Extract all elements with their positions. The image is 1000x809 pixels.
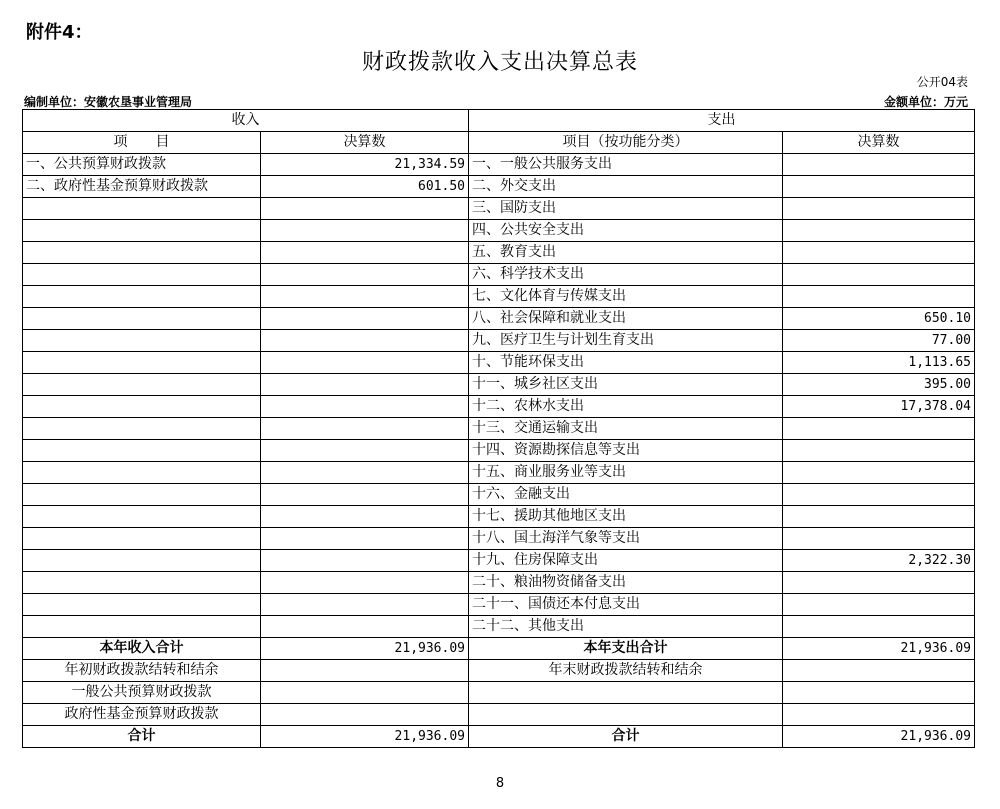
expense-amount xyxy=(783,616,975,638)
income-item-header: 项 目 xyxy=(23,132,261,154)
expense-total-value: 21,936.09 xyxy=(783,638,975,660)
income-item xyxy=(23,352,261,374)
income-item xyxy=(23,418,261,440)
income-item xyxy=(23,440,261,462)
expense-amount xyxy=(783,286,975,308)
expense-item: 十二、农林水支出 xyxy=(469,396,783,418)
income-item xyxy=(23,308,261,330)
year-total-row xyxy=(23,638,975,660)
income-item xyxy=(23,220,261,242)
balance-row xyxy=(23,660,975,682)
income-amount xyxy=(261,594,469,616)
expense-item: 十六、金融支出 xyxy=(469,484,783,506)
expense-amount: 1,113.65 xyxy=(783,352,975,374)
income-item xyxy=(23,286,261,308)
income-item: 二、政府性基金预算财政拨款 xyxy=(23,176,261,198)
income-amount xyxy=(261,616,469,638)
income-amount xyxy=(261,264,469,286)
income-amount xyxy=(261,374,469,396)
expense-amount xyxy=(783,418,975,440)
expense-amount xyxy=(783,484,975,506)
income-total-value: 21,936.09 xyxy=(261,638,469,660)
expense-item: 十七、援助其他地区支出 xyxy=(469,506,783,528)
income-item xyxy=(23,484,261,506)
page-number: 8 xyxy=(495,776,505,791)
column-header-row xyxy=(23,132,975,154)
expense-item: 二十一、国债还本付息支出 xyxy=(469,594,783,616)
income-item xyxy=(23,242,261,264)
form-number: 公开04表 xyxy=(916,75,968,89)
expense-amount xyxy=(783,462,975,484)
income-amount xyxy=(261,484,469,506)
table-row xyxy=(23,352,975,374)
table-row xyxy=(23,440,975,462)
income-item xyxy=(23,506,261,528)
income-item xyxy=(23,264,261,286)
income-amount xyxy=(261,418,469,440)
income-item xyxy=(23,616,261,638)
table-row xyxy=(23,528,975,550)
end-balance-label: 年末财政拨款结转和结余 xyxy=(469,660,783,682)
expense-item: 二十二、其他支出 xyxy=(469,616,783,638)
expense-amount xyxy=(783,264,975,286)
income-amount-header: 决算数 xyxy=(261,132,469,154)
budget-summary-table xyxy=(22,109,975,748)
expense-item: 十一、城乡社区支出 xyxy=(469,374,783,396)
expense-amount xyxy=(783,198,975,220)
income-amount xyxy=(261,572,469,594)
income-amount xyxy=(261,528,469,550)
income-amount xyxy=(261,396,469,418)
expense-item: 五、教育支出 xyxy=(469,242,783,264)
currency-unit: 金额单位：万元 xyxy=(883,95,968,109)
expense-item: 十八、国土海洋气象等支出 xyxy=(469,528,783,550)
table-row xyxy=(23,462,975,484)
income-header: 收入 xyxy=(23,110,469,132)
expense-amount xyxy=(783,176,975,198)
expense-item: 一、一般公共服务支出 xyxy=(469,154,783,176)
expense-amount xyxy=(783,242,975,264)
grand-total-label-right: 合计 xyxy=(469,726,783,748)
table-row xyxy=(23,242,975,264)
table-row xyxy=(23,154,975,176)
income-amount xyxy=(261,440,469,462)
income-item xyxy=(23,550,261,572)
expense-amount-header: 决算数 xyxy=(783,132,975,154)
expense-item: 八、社会保障和就业支出 xyxy=(469,308,783,330)
end-balance-value xyxy=(783,660,975,682)
table-row xyxy=(23,484,975,506)
section-header-row xyxy=(23,110,975,132)
expense-header: 支出 xyxy=(469,110,975,132)
expense-amount xyxy=(783,594,975,616)
expense-item: 十五、商业服务业等支出 xyxy=(469,462,783,484)
expense-amount: 395.00 xyxy=(783,374,975,396)
table-row xyxy=(23,198,975,220)
table-row xyxy=(23,330,975,352)
income-item xyxy=(23,330,261,352)
income-amount: 601.50 xyxy=(261,176,469,198)
attachment-label: 附件4： xyxy=(26,22,93,43)
income-item: 一、公共预算财政拨款 xyxy=(23,154,261,176)
expense-amount: 17,378.04 xyxy=(783,396,975,418)
expense-item: 二、外交支出 xyxy=(469,176,783,198)
general-budget-row xyxy=(23,682,975,704)
expense-item: 二十、粮油物资储备支出 xyxy=(469,572,783,594)
expense-amount xyxy=(783,572,975,594)
expense-amount xyxy=(783,220,975,242)
income-amount xyxy=(261,506,469,528)
table-row xyxy=(23,264,975,286)
income-item xyxy=(23,594,261,616)
income-total-label: 本年收入合计 xyxy=(23,638,261,660)
income-amount xyxy=(261,308,469,330)
empty-cell xyxy=(783,704,975,726)
grand-total-label-left: 合计 xyxy=(23,726,261,748)
grand-total-value-left: 21,936.09 xyxy=(261,726,469,748)
income-amount xyxy=(261,330,469,352)
expense-item: 九、医疗卫生与计划生育支出 xyxy=(469,330,783,352)
income-amount xyxy=(261,462,469,484)
income-amount: 21,334.59 xyxy=(261,154,469,176)
expense-amount: 650.10 xyxy=(783,308,975,330)
income-amount xyxy=(261,352,469,374)
empty-cell xyxy=(469,682,783,704)
expense-item-header: 项目（按功能分类） xyxy=(469,132,783,154)
table-row xyxy=(23,550,975,572)
income-amount xyxy=(261,198,469,220)
expense-amount: 77.00 xyxy=(783,330,975,352)
expense-item: 六、科学技术支出 xyxy=(469,264,783,286)
grand-total-row xyxy=(23,726,975,748)
page-title: 财政拨款收入支出决算总表 xyxy=(361,50,638,75)
grand-total-value-right: 21,936.09 xyxy=(783,726,975,748)
income-item xyxy=(23,198,261,220)
expense-item: 十三、交通运输支出 xyxy=(469,418,783,440)
table-row xyxy=(23,220,975,242)
income-amount xyxy=(261,286,469,308)
fund-budget-row xyxy=(23,704,975,726)
income-amount xyxy=(261,220,469,242)
table-row xyxy=(23,572,975,594)
income-item xyxy=(23,462,261,484)
expense-item: 十、节能环保支出 xyxy=(469,352,783,374)
empty-cell xyxy=(783,682,975,704)
empty-cell xyxy=(469,704,783,726)
table-row xyxy=(23,506,975,528)
table-row xyxy=(23,616,975,638)
expense-item: 十九、住房保障支出 xyxy=(469,550,783,572)
income-amount xyxy=(261,242,469,264)
expense-amount xyxy=(783,154,975,176)
expense-item: 十四、资源勘探信息等支出 xyxy=(469,440,783,462)
expense-total-label: 本年支出合计 xyxy=(469,638,783,660)
expense-amount xyxy=(783,506,975,528)
table-row xyxy=(23,396,975,418)
expense-item: 三、国防支出 xyxy=(469,198,783,220)
general-budget-label: 一般公共预算财政拨款 xyxy=(23,682,261,704)
income-item xyxy=(23,528,261,550)
table-row xyxy=(23,176,975,198)
expense-amount: 2,322.30 xyxy=(783,550,975,572)
table-row xyxy=(23,418,975,440)
income-amount xyxy=(261,550,469,572)
fund-budget-value xyxy=(261,704,469,726)
fund-budget-label: 政府性基金预算财政拨款 xyxy=(23,704,261,726)
table-row xyxy=(23,594,975,616)
income-item xyxy=(23,396,261,418)
income-item xyxy=(23,572,261,594)
expense-amount xyxy=(783,440,975,462)
general-budget-value xyxy=(261,682,469,704)
begin-balance-value xyxy=(261,660,469,682)
table-row xyxy=(23,374,975,396)
table-row xyxy=(23,286,975,308)
expense-amount xyxy=(783,528,975,550)
table-row xyxy=(23,308,975,330)
expense-item: 四、公共安全支出 xyxy=(469,220,783,242)
begin-balance-label: 年初财政拨款结转和结余 xyxy=(23,660,261,682)
income-item xyxy=(23,374,261,396)
expense-item: 七、文化体育与传媒支出 xyxy=(469,286,783,308)
compiling-unit: 编制单位：安徽农垦事业管理局 xyxy=(24,95,193,109)
